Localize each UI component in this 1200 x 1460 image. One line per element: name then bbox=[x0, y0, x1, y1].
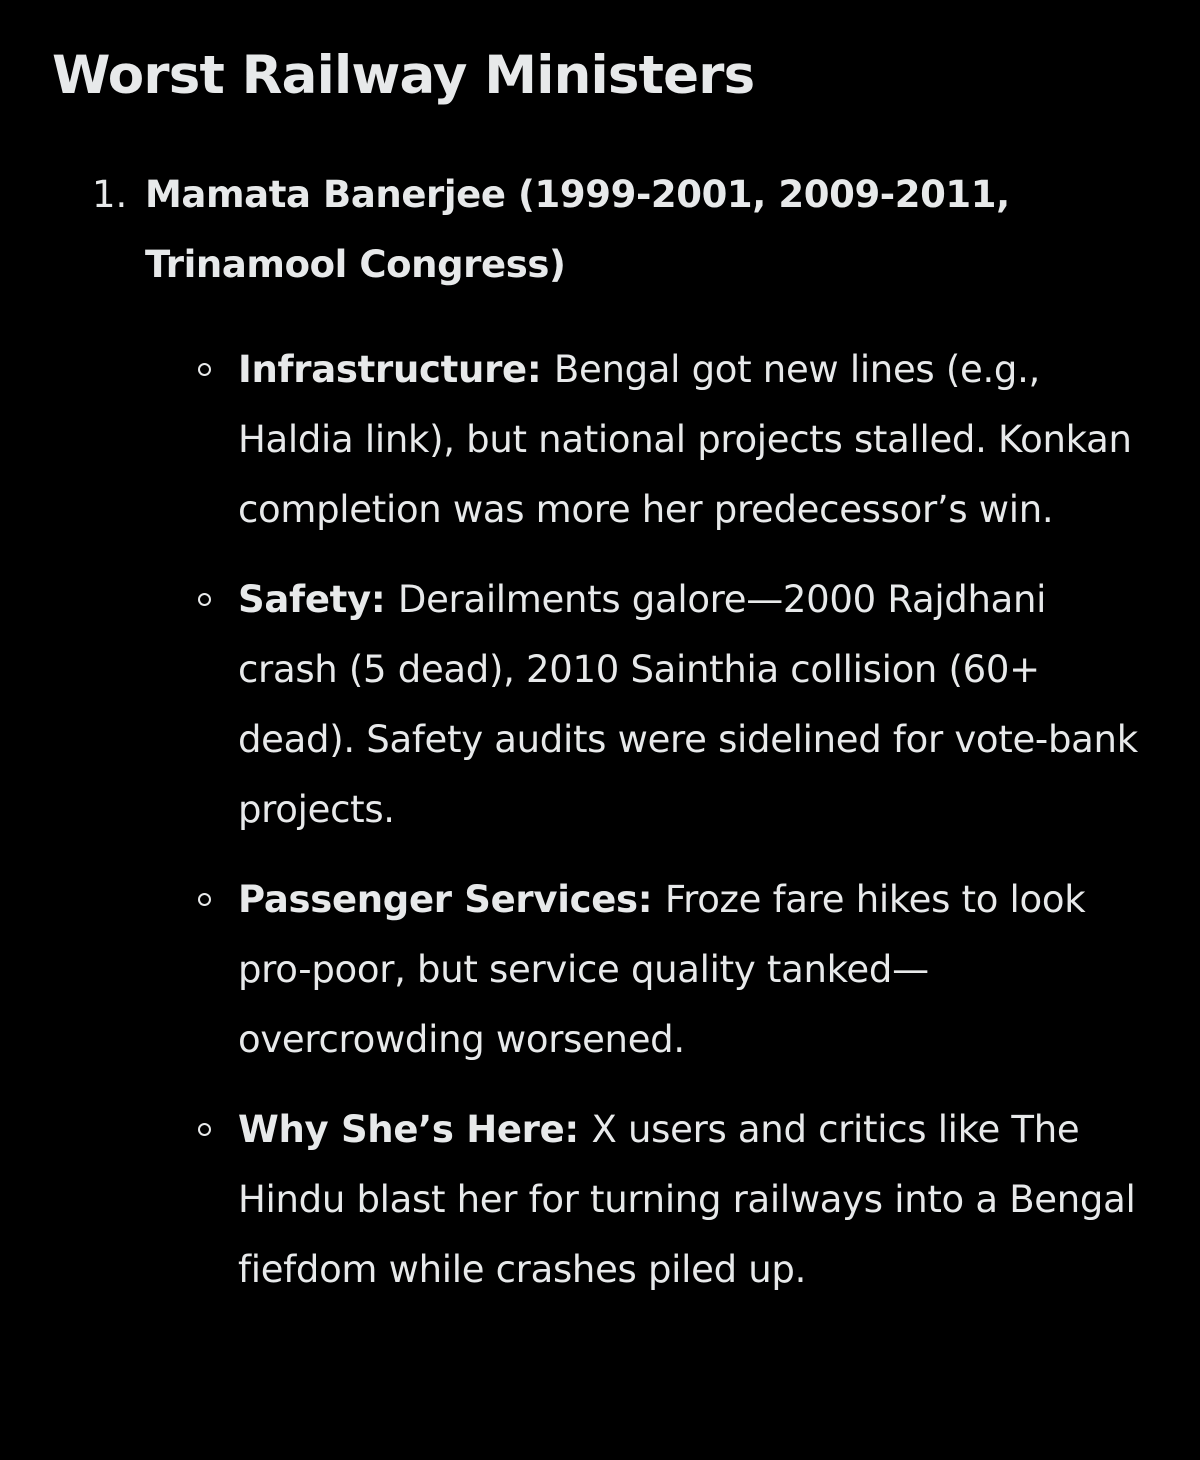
aspect-item-infrastructure bbox=[0, 335, 1138, 545]
list-item-minister bbox=[0, 160, 1145, 300]
aspect-label: Passenger Services: bbox=[238, 878, 665, 921]
aspect-label: Safety: bbox=[238, 578, 398, 621]
hollow-circle-bullet-icon bbox=[198, 893, 211, 906]
aspect-item-safety bbox=[0, 565, 1138, 845]
ministers-list bbox=[0, 160, 1200, 300]
aspect-item-why-shes-here bbox=[0, 1095, 1138, 1305]
hollow-circle-bullet-icon bbox=[198, 593, 211, 606]
hollow-circle-bullet-icon bbox=[198, 1123, 211, 1136]
aspects-list bbox=[0, 335, 1200, 1325]
aspect-text: X users and critics like The Hindu blast her for turning railways into a Bengal fiefdom while crashes piled up. bbox=[238, 1108, 1136, 1291]
aspect-text: Bengal got new lines (e.g., Haldia link), but national projects stalled. Konkan completion was more her predecessor’s win. bbox=[238, 348, 1132, 531]
aspect-label: Why She’s Here: bbox=[238, 1108, 592, 1151]
hollow-circle-bullet-icon bbox=[198, 363, 211, 376]
list-number: 1. bbox=[92, 173, 128, 216]
aspect-label: Infrastructure: bbox=[238, 348, 554, 391]
minister-heading: Mamata Banerjee (1999-2001, 2009-2011, Trinamool Congress) bbox=[145, 173, 1010, 286]
aspect-item-passenger-services bbox=[0, 865, 1138, 1075]
aspect-text: Derailments galore—2000 Rajdhani crash (5 dead), 2010 Sainthia collision (60+ dead). Safety audits were sidelined for vote-bank projects. bbox=[238, 578, 1138, 831]
page-title: Worst Railway Ministers bbox=[52, 45, 755, 106]
aspect-text: Froze fare hikes to look pro-poor, but service quality tanked—overcrowding worsened. bbox=[238, 878, 1086, 1061]
